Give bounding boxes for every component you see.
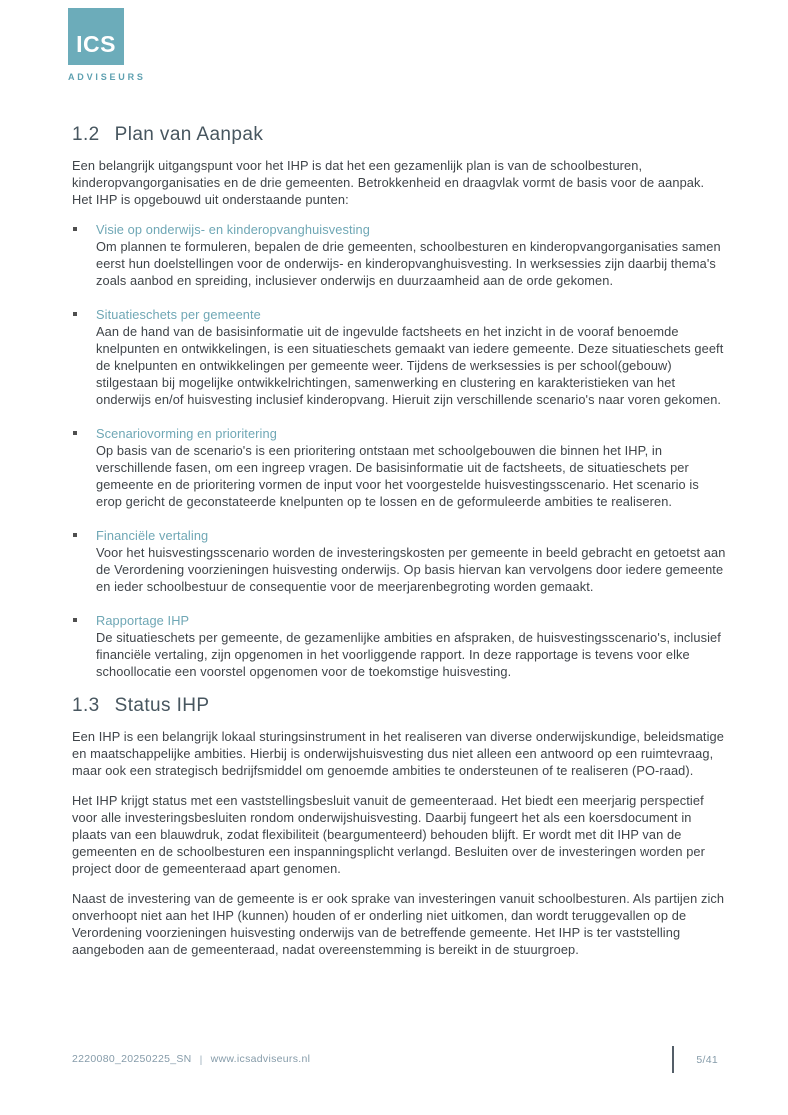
logo: [68, 8, 146, 82]
page-content: [72, 126, 728, 971]
ics-logo-mark: [68, 8, 124, 65]
section-intro-paragraph: Een belangrijk uitgangspunt voor het IHP is dat het een gezamenlijk plan is van de schoolbesturen, kinderopvangorganisaties en de drie gemeenten. Betrokkenheid en draagvlak vormt de basis voor de aanpak. Het IHP is opgebouwd uit onderstaande punten:: [72, 158, 705, 207]
bullet-title: Situatieschets per gemeente: [96, 307, 261, 322]
bullet-body: De situatieschets per gemeente, de gezamenlijke ambities en afspraken, de huisvestingsscenario's, inclusief financiële vertaling, zijn opgenomen in het voorliggende rapport. In deze rapportage is tevens voor elke schoollocatie een voorstel opgenomen voor de toekomstige huisvesting.: [96, 630, 721, 679]
section-number: 1.2: [72, 124, 100, 145]
ics-logo-text: ICS: [76, 31, 116, 57]
body-paragraph: Naast de investering van de gemeente is er ook sprake van investeringen vanuit schoolbesturen. Als partijen zich onverhoopt niet aan het IHP (kunnen) houden of er onderling niet uitkomen, dan wordt teruggevallen op de Verordening voorzieningen huisvesting onderwijs van de betreffende gemeente. Het IHP is ter vaststelling aangeboden aan de gemeenteraad, nadat overeenstemming is bereikt in de stuurgroep.: [72, 891, 725, 957]
list-item: [72, 306, 728, 408]
page-number: 5/41: [696, 1053, 718, 1066]
bullet-body: Op basis van de scenario's is een prioritering ontstaan met schoolgebouwen die binnen het IHP, in verschillende fasen, om een ingreep vragen. De basisinformatie uit de factsheets, de situatieschets per gemeente en de prioritering vormen de input voor het voorgestelde huisvestingsscenario. Het scenario is erop gericht de geconstateerde knelpunten op te lossen en de geformuleerde ambities te realiseren.: [96, 443, 699, 509]
footer-divider-bar: [672, 1046, 674, 1073]
list-item: [72, 612, 728, 680]
bullet-square-icon: [73, 533, 77, 537]
bullet-body: Aan de hand van de basisinformatie uit de ingevulde factsheets en het inzicht in de vooraf benoemde knelpunten en ontwikkelingen, is een situatieschets gemaakt van iedere gemeente. Deze situatieschets geeft de knelpunten en ontwikkelingen per gemeente weer. Tijdens de werksessies is per school(gebouw) stilgestaan bij mogelijke ontwikkelrichtingen, samenwerking en clustering en karakteristieken van het onderwijs en/of huisvesting inclusief kinderopvang. Hieruit zijn verschillende scenario's naar voren gekomen.: [96, 324, 724, 407]
bullet-square-icon: [73, 431, 77, 435]
section-heading-status-ihp: [72, 697, 728, 714]
footer-page-indicator: [672, 1046, 718, 1073]
body-paragraph: Het IHP krijgt status met een vaststellingsbesluit vanuit de gemeenteraad. Het biedt een meerjarig perspectief voor alle investeringsbesluiten rondom onderwijshuisvesting. Daarbij fungeert het als een koersdocument in plaats van een blauwdruk, zodat flexibiliteit (beargumenteerd) behouden blijft. Er wordt met dit IHP van de gemeenten en de schoolbesturen een inspanningsplicht verlangd. Besluiten over de investeringen worden per project door de gemeenteraad apart genomen.: [72, 793, 705, 876]
bullet-title: Visie op onderwijs- en kinderopvanghuisvesting: [96, 222, 370, 237]
bullet-square-icon: [73, 618, 77, 622]
section-number: 1.3: [72, 695, 100, 716]
section-heading-plan-van-aanpak: [72, 126, 728, 143]
footer-document-id: 2220080_20250225_SN: [72, 1053, 192, 1066]
bullet-title: Financiële vertaling: [96, 528, 209, 543]
bullet-body: Voor het huisvestingsscenario worden de investeringskosten per gemeente in beeld gebracht en getoetst aan de Verordening voorzieningen huisvesting onderwijs. Op basis hiervan kan vervolgens door iedere gemeente en ieder schoolbestuur de consequentie voor de meerjarenbegroting worden gemaakt.: [96, 545, 726, 594]
page-footer: [72, 1046, 718, 1073]
bullet-square-icon: [73, 227, 77, 231]
list-item: [72, 221, 728, 289]
bullet-title: Rapportage IHP: [96, 613, 190, 628]
section-title: Status IHP: [114, 695, 210, 716]
bullet-list: [72, 221, 728, 680]
ics-logo-subtext: ADVISEURS: [68, 72, 146, 82]
bullet-title: Scenariovorming en prioritering: [96, 426, 277, 441]
list-item: [72, 425, 728, 510]
section-title: Plan van Aanpak: [114, 124, 264, 145]
list-item: [72, 527, 728, 595]
bullet-square-icon: [73, 312, 77, 316]
bullet-body: Om plannen te formuleren, bepalen de drie gemeenten, schoolbesturen en kinderopvangorganisaties samen eerst hun doelstellingen voor de onderwijs- en kinderopvanghuisvesting. In werksessies zijn daarbij thema's zoals aanbod en spreiding, inclusiever onderwijs en duurzaamheid aan de orde gekomen.: [96, 239, 721, 288]
body-paragraph: Een IHP is een belangrijk lokaal sturingsinstrument in het realiseren van diverse onderwijskundige, beleidsmatige en maatschappelijke ambities. Hierbij is onderwijshuisvesting dus niet alleen een antwoord op een ruimtevraag, maar ook een strategisch bedrijfsmiddel om genoemde ambities te ondersteunen of te realiseren (PO-raad).: [72, 729, 724, 778]
footer-separator: |: [199, 1053, 203, 1066]
footer-document-info: [72, 1053, 310, 1065]
footer-website-link[interactable]: www.icsadviseurs.nl: [210, 1053, 311, 1066]
